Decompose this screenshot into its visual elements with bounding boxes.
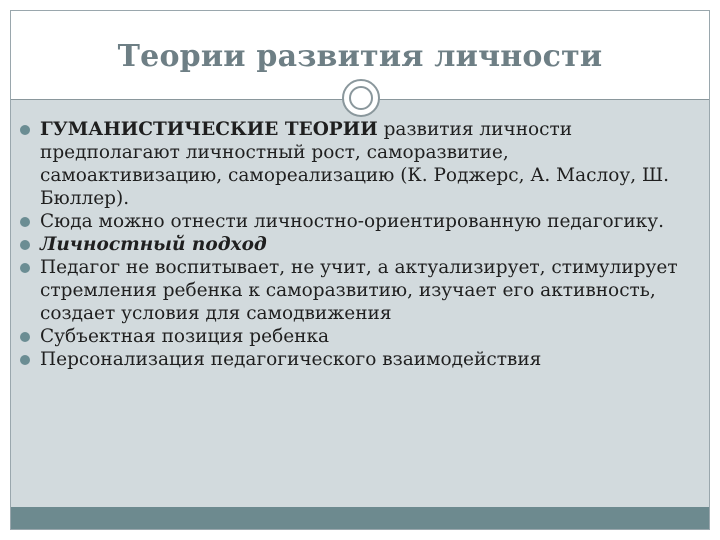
bullet-icon (20, 217, 30, 227)
list-item (18, 256, 678, 325)
bullet-text: Персонализация педагогического взаимодействия (40, 349, 542, 370)
bullet-bold-lead: ГУМАНИСТИЧЕСКИЕ ТЕОРИИ (40, 119, 378, 140)
bullet-list (18, 118, 678, 371)
bullet-icon (20, 332, 30, 342)
list-item (18, 233, 678, 256)
footer-bar (11, 507, 709, 529)
bullet-text: Сюда можно отнести личностно-ориентированную педагогику. (40, 211, 665, 232)
list-item (18, 348, 678, 371)
decorative-inner-ring (349, 86, 373, 110)
bullet-text: Личностный подход (40, 234, 267, 255)
list-item (18, 325, 678, 348)
bullet-icon (20, 263, 30, 273)
slide-title: Теории развития личности (117, 39, 603, 74)
bullet-icon (20, 240, 30, 250)
decorative-ring-icon (342, 79, 380, 117)
list-item (18, 118, 678, 210)
bullet-icon (20, 355, 30, 365)
bullet-text: Субъектная позиция ребенка (40, 326, 330, 347)
bullet-icon (20, 125, 30, 135)
bullet-text: Педагог не воспитывает, не учит, а актуализирует, стимулирует стремления ребенка к саморазвитию, изучает его активность, создает условия для самодвижения (40, 257, 678, 324)
list-item (18, 210, 678, 233)
bullet-text: развития личности предполагают личностный рост, саморазвитие, самоактивизацию, самореализацию (К. Роджерс, А. Маслоу, Ш. Бюллер). (40, 119, 670, 209)
